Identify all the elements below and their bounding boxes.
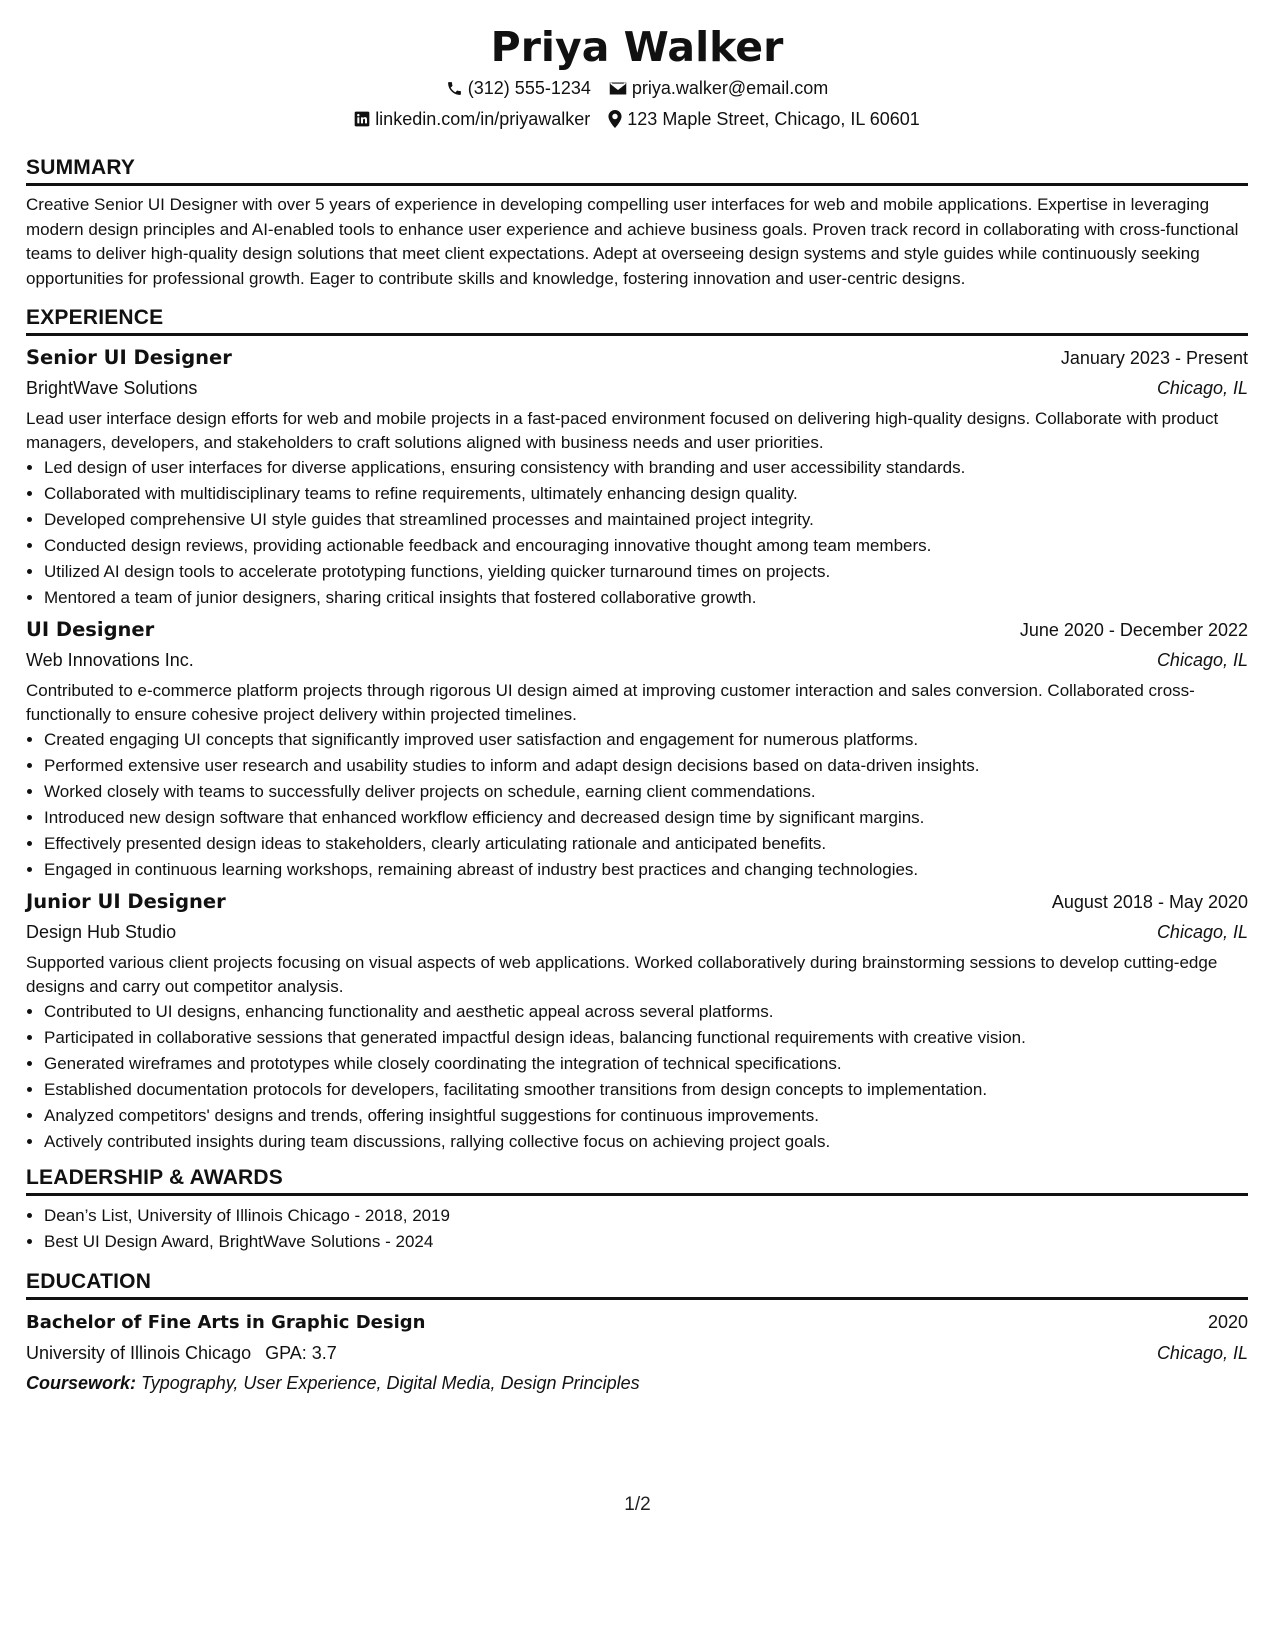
job-dates: June 2020 - December 2022 [1019, 620, 1248, 640]
company-name: Design Hub Studio [26, 922, 177, 942]
bullet-item: • Analyzed competitors' designs and trends, offering insightful suggestions for continuous improvements. [44, 1103, 1248, 1129]
bullet-item: • Worked closely with teams to successfully deliver projects on schedule, earning client commendations. [44, 779, 1248, 805]
contact-line-2 [26, 107, 1248, 131]
job-location: Chicago, IL [1156, 378, 1248, 398]
awards-list [26, 1203, 1248, 1255]
coursework-line [26, 1368, 1248, 1398]
bullet-item: • Collaborated with multidisciplinary teams to refine requirements, ultimately enhancing design quality. [44, 481, 1248, 507]
company-name: Web Innovations Inc. [26, 650, 194, 670]
degree-name: Bachelor of Fine Arts in Graphic Design [26, 1312, 426, 1333]
award-item: • Dean’s List, University of Illinois Chicago - 2018, 2019 [44, 1203, 1248, 1229]
job-description: Supported various client projects focusing on visual aspects of web applications. Worked collaboratively during brainstorming sessions to develop cutting-edge designs and carry out competitor analysis. [26, 953, 1218, 996]
bullet-item: • Conducted design reviews, providing actionable feedback and encouraging innovative thought among team members. [44, 533, 1248, 559]
job-description: Lead user interface design efforts for web and mobile projects in a fast-paced environment focused on delivering high-quality designs. Collaborate with product managers, developers, and stakeholders to craft solutions aligned with business needs and user priorities. [26, 409, 1219, 452]
bullet-item: • Engaged in continuous learning workshops, remaining abreast of industry best practices and changing technologies. [44, 857, 1248, 883]
job-title: UI Designer [26, 618, 155, 641]
email-contact[interactable] [609, 76, 828, 100]
bullet-item: • Performed extensive user research and usability studies to inform and adapt design decisions based on data-driven insights. [44, 753, 1248, 779]
school-line [26, 1339, 337, 1367]
contact-line-1 [26, 76, 1248, 100]
envelope-icon [609, 81, 627, 96]
email-text[interactable]: priya.walker@email.com [631, 78, 829, 98]
linkedin-icon [354, 111, 370, 127]
bullet-item: • Effectively presented design ideas to stakeholders, clearly articulating rationale and anticipated benefits. [44, 831, 1248, 857]
bullet-item: • Contributed to UI designs, enhancing functionality and aesthetic appeal across several platforms. [44, 999, 1248, 1025]
summary-heading: SUMMARY [26, 155, 1248, 186]
job-dates: August 2018 - May 2020 [1051, 892, 1248, 912]
phone-icon [446, 80, 463, 97]
bullet-item: • Created engaging UI concepts that significantly improved user satisfaction and engagement for numerous platforms. [44, 727, 1248, 753]
job-entry [26, 887, 1248, 1155]
education-heading: EDUCATION [26, 1269, 1248, 1300]
job-description: Contributed to e-commerce platform projects through rigorous UI design aimed at improving customer interaction and sales conversion. Collaborated cross-functionally to ensure cohesive project delivery within projected timelines. [26, 681, 1195, 724]
coursework-label: Coursework: [26, 1373, 137, 1393]
job-bullets [26, 727, 1248, 883]
bullet-item: • Mentored a team of junior designers, sharing critical insights that fostered collaborative growth. [44, 585, 1248, 611]
experience-section [26, 305, 1248, 1155]
gpa: GPA: 3.7 [265, 1343, 337, 1363]
graduation-year: 2020 [1207, 1312, 1248, 1332]
resume-header [26, 22, 1248, 131]
bullet-item: • Generated wireframes and prototypes while closely coordinating the integration of technical specifications. [44, 1051, 1248, 1077]
address-contact [608, 107, 920, 131]
map-marker-icon [608, 110, 622, 128]
education-section [26, 1269, 1248, 1398]
job-location: Chicago, IL [1156, 650, 1248, 670]
candidate-name: Priya Walker [490, 23, 784, 71]
experience-heading: EXPERIENCE [26, 305, 1248, 336]
bullet-item: • Introduced new design software that enhanced workflow efficiency and decreased design time by significant margins. [44, 805, 1248, 831]
job-bullets [26, 455, 1248, 611]
bullet-item: • Developed comprehensive UI style guides that streamlined processes and maintained project integrity. [44, 507, 1248, 533]
job-bullets [26, 999, 1248, 1155]
job-location: Chicago, IL [1156, 922, 1248, 942]
coursework-list: Typography, User Experience, Digital Media, Design Principles [141, 1373, 640, 1393]
summary-text: Creative Senior UI Designer with over 5 years of experience in developing compelling user interfaces for web and mobile applications. Expertise in leveraging modern design principles and AI-enabled tools to enhance user experience and achieve business goals. Proven track record in collaborating with cross-functional teams to deliver high-quality design solutions that meet client expectations. Adept at overseeing design systems and style guides while continuously seeking opportunities for professional growth. Eager to contribute skills and knowledge, fostering innovation and user-centric designs. [26, 195, 1239, 288]
phone-contact [446, 76, 591, 100]
bullet-item: • Participated in collaborative sessions that generated impactful design ideas, balancing functional requirements with creative vision. [44, 1025, 1248, 1051]
bullet-item: • Utilized AI design tools to accelerate prototyping functions, yielding quicker turnaround times on projects. [44, 559, 1248, 585]
page-number: 1/2 [624, 1494, 651, 1515]
job-title: Junior UI Designer [26, 890, 226, 913]
leadership-section [26, 1165, 1248, 1255]
leadership-heading: LEADERSHIP & AWARDS [26, 1165, 1248, 1196]
job-entry [26, 343, 1248, 611]
school-name: University of Illinois Chicago [26, 1343, 252, 1363]
bullet-item: • Established documentation protocols for developers, facilitating smoother transitions from design concepts to implementation. [44, 1077, 1248, 1103]
bullet-item: • Actively contributed insights during team discussions, rallying collective focus on achieving project goals. [44, 1129, 1248, 1155]
school-location: Chicago, IL [1156, 1343, 1248, 1363]
summary-section [26, 155, 1248, 291]
job-title: Senior UI Designer [26, 346, 232, 369]
linkedin-contact[interactable] [354, 107, 590, 131]
address-text: 123 Maple Street, Chicago, IL 60601 [627, 109, 920, 129]
linkedin-text[interactable]: linkedin.com/in/priyawalker [375, 109, 591, 129]
company-name: BrightWave Solutions [26, 378, 198, 398]
job-entry [26, 615, 1248, 883]
job-dates: January 2023 - Present [1060, 348, 1248, 368]
phone-text: (312) 555-1234 [467, 78, 591, 98]
award-item: • Best UI Design Award, BrightWave Solutions - 2024 [44, 1229, 1248, 1255]
bullet-item: • Led design of user interfaces for diverse applications, ensuring consistency with branding and user accessibility standards. [44, 455, 1248, 481]
